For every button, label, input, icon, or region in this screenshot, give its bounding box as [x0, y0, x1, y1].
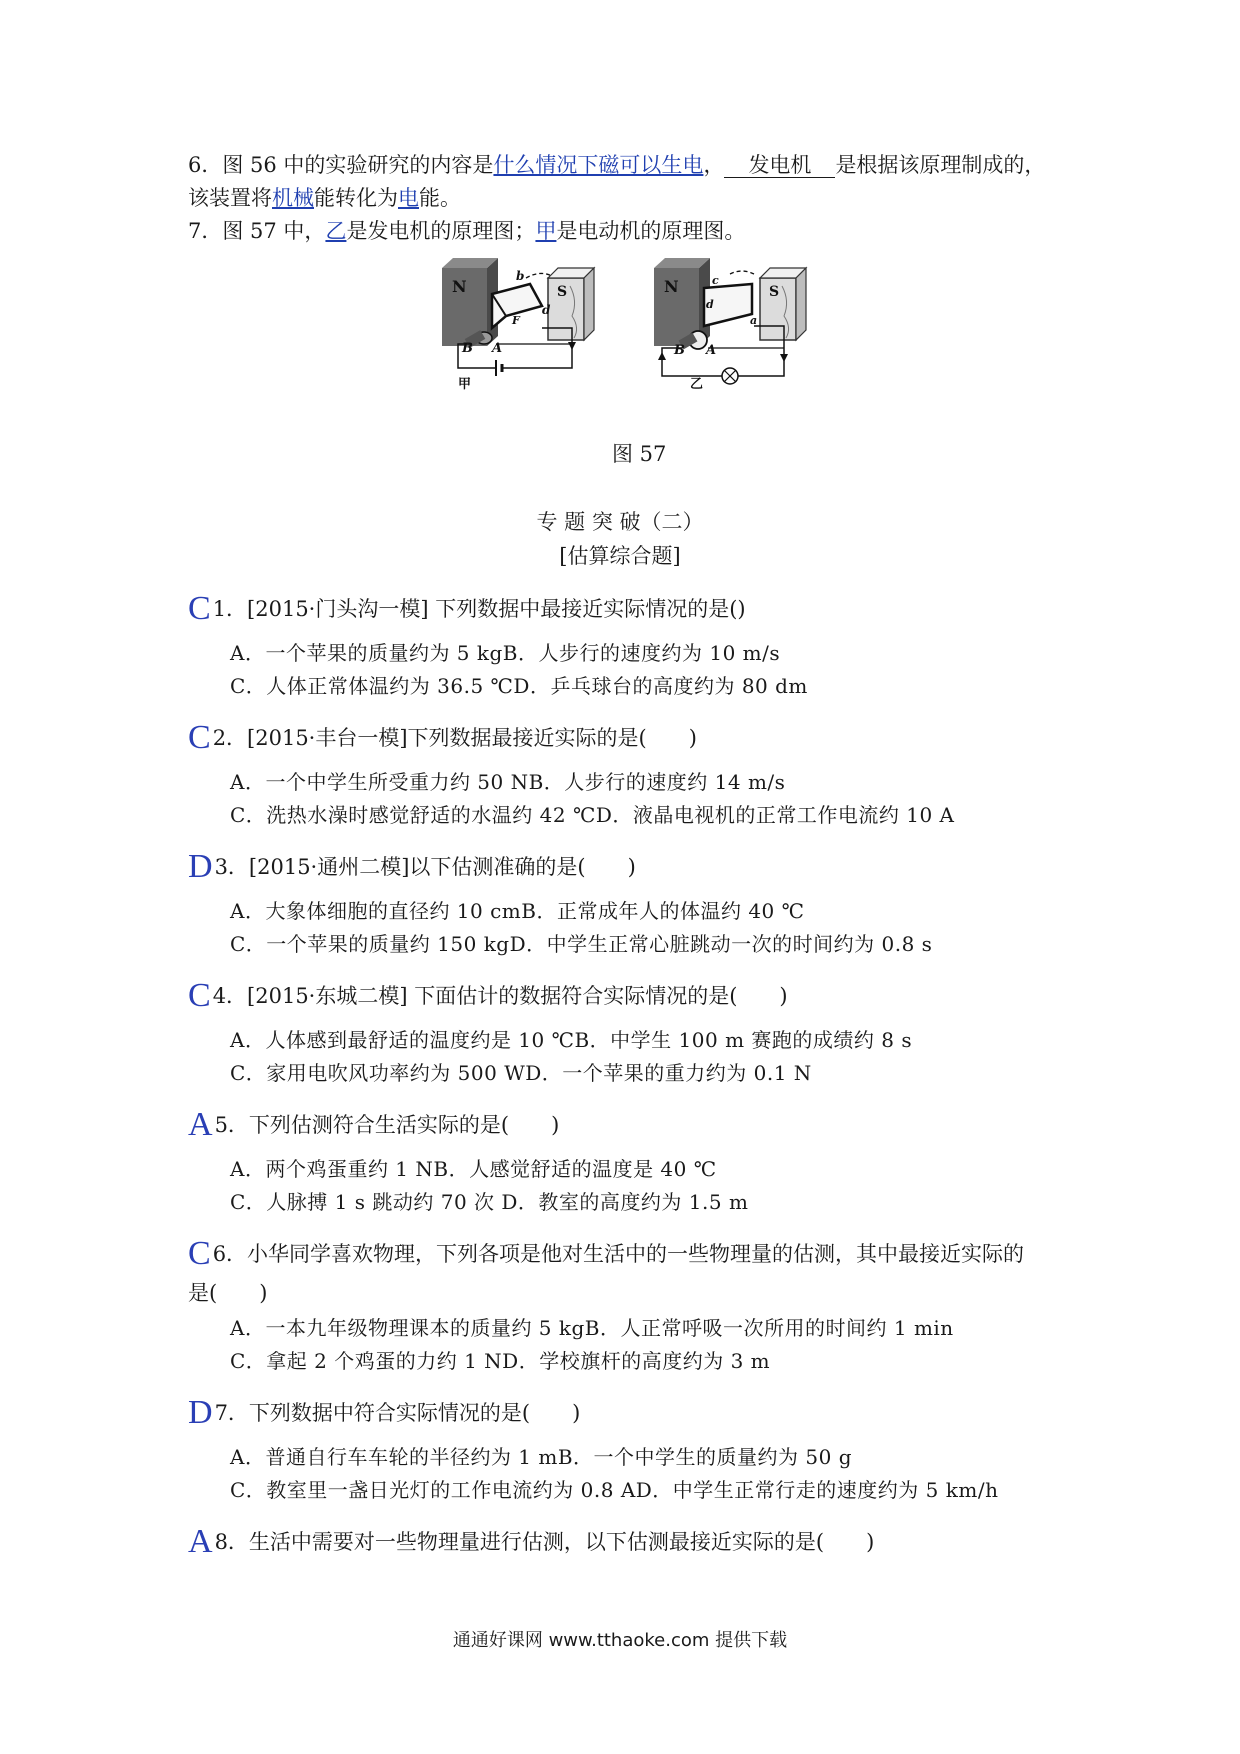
q6-options-cd: C．拿起 2 个鸡蛋的力约 1 ND．学校旗杆的高度约为 3 m: [230, 1349, 771, 1373]
question-6: [188, 1237, 1024, 1271]
q6-line1: [188, 150, 1045, 180]
question-stem: 1．[2015·门头沟一模] 下列数据中最接近实际情况的是(): [212, 597, 746, 621]
generator-diagram-right: [654, 258, 806, 392]
q6-text-mid: 是根据该原理制成的，: [835, 153, 1046, 177]
q7-text: 7．图 57 中，: [188, 219, 326, 243]
svg-text:b: b: [516, 269, 525, 283]
q3-options-ab: A．大象体细胞的直径约 10 cmB．正常成年人的体温约 40 ℃: [230, 899, 805, 923]
svg-text:B: B: [674, 343, 685, 358]
question-7: [188, 1396, 580, 1430]
question-1: [188, 592, 746, 626]
figure-caption: 图 57: [612, 442, 667, 466]
q1-options-cd: C．人体正常体温约为 36.5 ℃D．乒乓球台的高度约为 80 dm: [230, 674, 808, 698]
q6-comma: ，: [703, 153, 725, 177]
answer-mark: D: [188, 848, 213, 885]
q6-text: 6．图 56 中的实验研究的内容是: [188, 153, 494, 177]
question-4: [188, 979, 788, 1013]
svg-text:S: S: [557, 284, 568, 300]
figure-label-right: 乙: [690, 377, 704, 392]
answer-mark: C: [188, 977, 211, 1014]
question-8: [188, 1525, 874, 1559]
q1-options-ab: A．一个苹果的质量约为 5 kgB．人步行的速度约为 10 m/s: [230, 641, 781, 665]
label-n-left: N: [452, 277, 467, 296]
q2-options-cd: C．洗热水澡时感觉舒适的水温约 42 ℃D．液晶电视机的正常工作电流约 10 A: [230, 803, 955, 827]
q6-answer-1: 什么情况下磁可以生电: [493, 153, 704, 177]
q7-options-cd: C．教室里一盏日光灯的工作电流约为 0.8 AD．中学生正常行走的速度约为 5 km/h: [230, 1478, 999, 1502]
svg-text:c: c: [712, 274, 719, 287]
q5-options-cd: C．人脉搏 1 s 跳动约 70 次 D．教室的高度约为 1.5 m: [230, 1190, 749, 1214]
motor-diagram-left: [442, 258, 594, 392]
svg-text:a: a: [750, 314, 758, 327]
figure-57-diagram: [430, 256, 870, 436]
question-stem: 8．生活中需要对一些物理量进行估测，以下估测最接近实际的是( ): [214, 1530, 875, 1554]
footer-source: 通通好课网 www.tthaoke.com 提供下载: [452, 1630, 788, 1651]
q7-options-ab: A．普通自行车车轮的半径约为 1 mB．一个中学生的质量约为 50 g: [230, 1445, 853, 1469]
q6-answer-2: 发电机: [724, 153, 835, 178]
svg-text:A: A: [706, 343, 717, 358]
svg-text:F: F: [512, 314, 520, 327]
answer-mark: D: [188, 1394, 213, 1431]
q6-answer-3: 机械: [272, 186, 314, 210]
q3-options-cd: C．一个苹果的质量约 150 kgD．中学生正常心脏跳动一次的时间约为 0.8 s: [230, 932, 933, 956]
q2-options-ab: A．一个中学生所受重力约 50 NB．人步行的速度约 14 m/s: [230, 770, 786, 794]
svg-text:B: B: [462, 341, 473, 356]
question-2: [188, 721, 697, 755]
q6-line2: [188, 183, 461, 213]
question-3: [188, 850, 636, 884]
question-5: [188, 1108, 559, 1142]
figure-label-left: 甲: [458, 377, 472, 392]
q7-answer-2: 甲: [535, 219, 557, 243]
question-stem: 7．下列数据中符合实际情况的是( ): [214, 1401, 581, 1425]
q7-text-end: 是电动机的原理图。: [556, 219, 746, 243]
answer-mark: A: [188, 1523, 213, 1560]
q7-line: [188, 216, 745, 246]
question-6-stem-cont: 是( ): [188, 1281, 268, 1305]
section-subtitle: [估算综合题]: [559, 544, 681, 568]
q4-options-ab: A．人体感到最舒适的温度约是 10 ℃B．中学生 100 m 赛跑的成绩约 8 s: [230, 1028, 913, 1052]
svg-text:N: N: [664, 277, 679, 296]
svg-text:S: S: [769, 284, 780, 300]
svg-text:d: d: [542, 303, 551, 317]
q7-answer-1: 乙: [325, 219, 347, 243]
q5-options-ab: A．两个鸡蛋重约 1 NB．人感觉舒适的温度是 40 ℃: [230, 1157, 717, 1181]
q6-text-4: 能。: [419, 186, 461, 210]
q6-options-ab: A．一本九年级物理课本的质量约 5 kgB．人正常呼吸一次所用的时间约 1 min: [230, 1316, 954, 1340]
question-stem: 5．下列估测符合生活实际的是( ): [214, 1113, 560, 1137]
section-title: 专 题 突 破（二）: [536, 510, 704, 534]
svg-text:A: A: [492, 341, 503, 356]
question-stem: 4．[2015·东城二模] 下面估计的数据符合实际情况的是( ): [212, 984, 788, 1008]
q6-text-2: 该装置将: [188, 186, 272, 210]
q6-text-3: 能转化为: [314, 186, 398, 210]
question-stem: 6．小华同学喜欢物理，下列各项是他对生活中的一些物理量的估测，其中最接近实际的: [212, 1242, 1025, 1266]
q4-options-cd: C．家用电吹风功率约为 500 WD．一个苹果的重力约为 0.1 N: [230, 1061, 812, 1085]
answer-mark: C: [188, 590, 211, 627]
question-stem: 3．[2015·通州二模]以下估测准确的是( ): [214, 855, 636, 879]
q6-answer-4: 电: [398, 186, 419, 210]
question-stem: 2．[2015·丰台一模]下列数据最接近实际的是( ): [212, 726, 697, 750]
answer-mark: C: [188, 1235, 211, 1272]
answer-mark: A: [188, 1106, 213, 1143]
svg-text:d: d: [706, 298, 714, 311]
answer-mark: C: [188, 719, 211, 756]
q7-text-mid: 是发电机的原理图；: [346, 219, 536, 243]
